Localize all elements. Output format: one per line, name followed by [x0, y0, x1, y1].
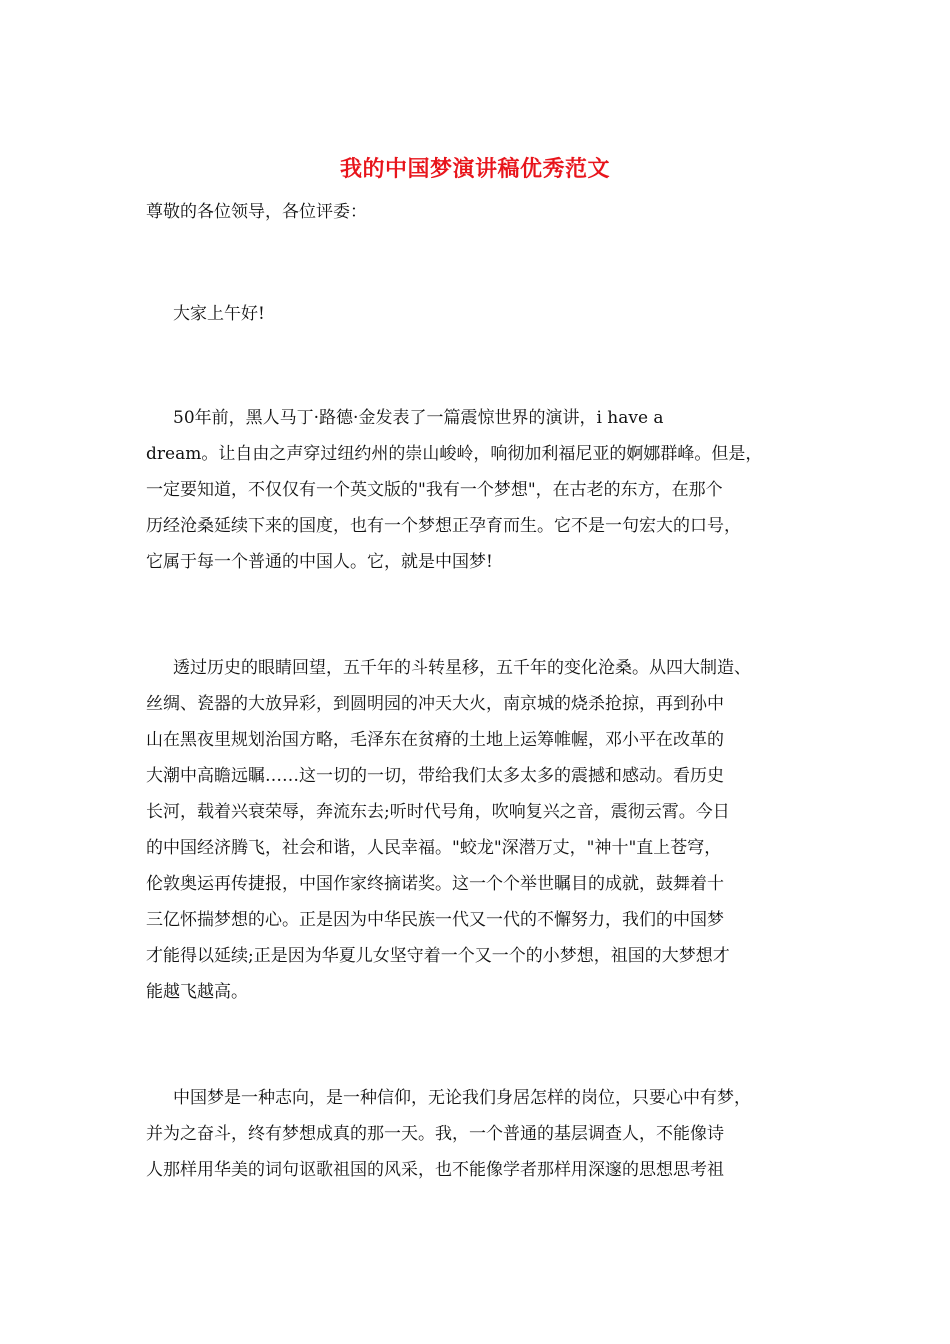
paragraph-line: 透过历史的眼睛回望，五千年的斗转星移，五千年的变化沧桑。从四大制造、 [173, 658, 751, 678]
paragraph-line: 50年前，黑人马丁·路德·金发表了一篇震惊世界的演讲，i have a [173, 408, 664, 428]
paragraph-line: 大潮中高瞻远瞩……这一切的一切，带给我们太多太多的震撼和感动。看历史 [146, 766, 724, 786]
paragraph-line: 中国梦是一种志向，是一种信仰，无论我们身居怎样的岗位，只要心中有梦， [173, 1088, 751, 1108]
paragraph-line: 三亿怀揣梦想的心。正是因为中华民族一代又一代的不懈努力，我们的中国梦 [146, 910, 724, 930]
paragraph-line: 伦敦奥运再传捷报，中国作家终摘诺奖。这一个个举世瞩目的成就，鼓舞着十 [146, 874, 724, 894]
paragraph-line: 它属于每一个普通的中国人。它，就是中国梦! [146, 552, 493, 572]
paragraph-line: 一定要知道，不仅仅有一个英文版的"我有一个梦想"，在古老的东方，在那个 [146, 480, 723, 500]
paragraph-line: 并为之奋斗，终有梦想成真的那一天。我，一个普通的基层调查人，不能像诗 [146, 1124, 724, 1144]
paragraph-line: 能越飞越高。 [146, 982, 248, 1002]
paragraph-line: 大家上午好! [173, 304, 265, 324]
paragraph-line: 山在黑夜里规划治国方略，毛泽东在贫瘠的土地上运筹帷幄，邓小平在改革的 [146, 730, 724, 750]
paragraph-line: dream。让自由之声穿过纽约州的崇山峻岭，响彻加利福尼亚的婀娜群峰。但是， [146, 444, 763, 464]
paragraph-line: 长河，载着兴衰荣辱，奔流东去;听时代号角，吹响复兴之音，震彻云霄。今日 [146, 802, 730, 822]
paragraph-line: 的中国经济腾飞，社会和谐，人民幸福。"蛟龙"深潜万丈，"神十"直上苍穹， [146, 838, 722, 858]
paragraph-line: 历经沧桑延续下来的国度，也有一个梦想正孕育而生。它不是一句宏大的口号， [146, 516, 741, 536]
greeting: 尊敬的各位领导，各位评委： [146, 202, 367, 222]
paragraph-line: 丝绸、瓷器的大放异彩，到圆明园的冲天大火，南京城的烧杀抢掠，再到孙中 [146, 694, 724, 714]
paragraph-line: 人那样用华美的词句讴歌祖国的风采，也不能像学者那样用深邃的思想思考祖 [146, 1160, 724, 1180]
paragraph-line: 才能得以延续;正是因为华夏儿女坚守着一个又一个的小梦想，祖国的大梦想才 [146, 946, 730, 966]
document-title: 我的中国梦演讲稿优秀范文 [339, 156, 610, 182]
